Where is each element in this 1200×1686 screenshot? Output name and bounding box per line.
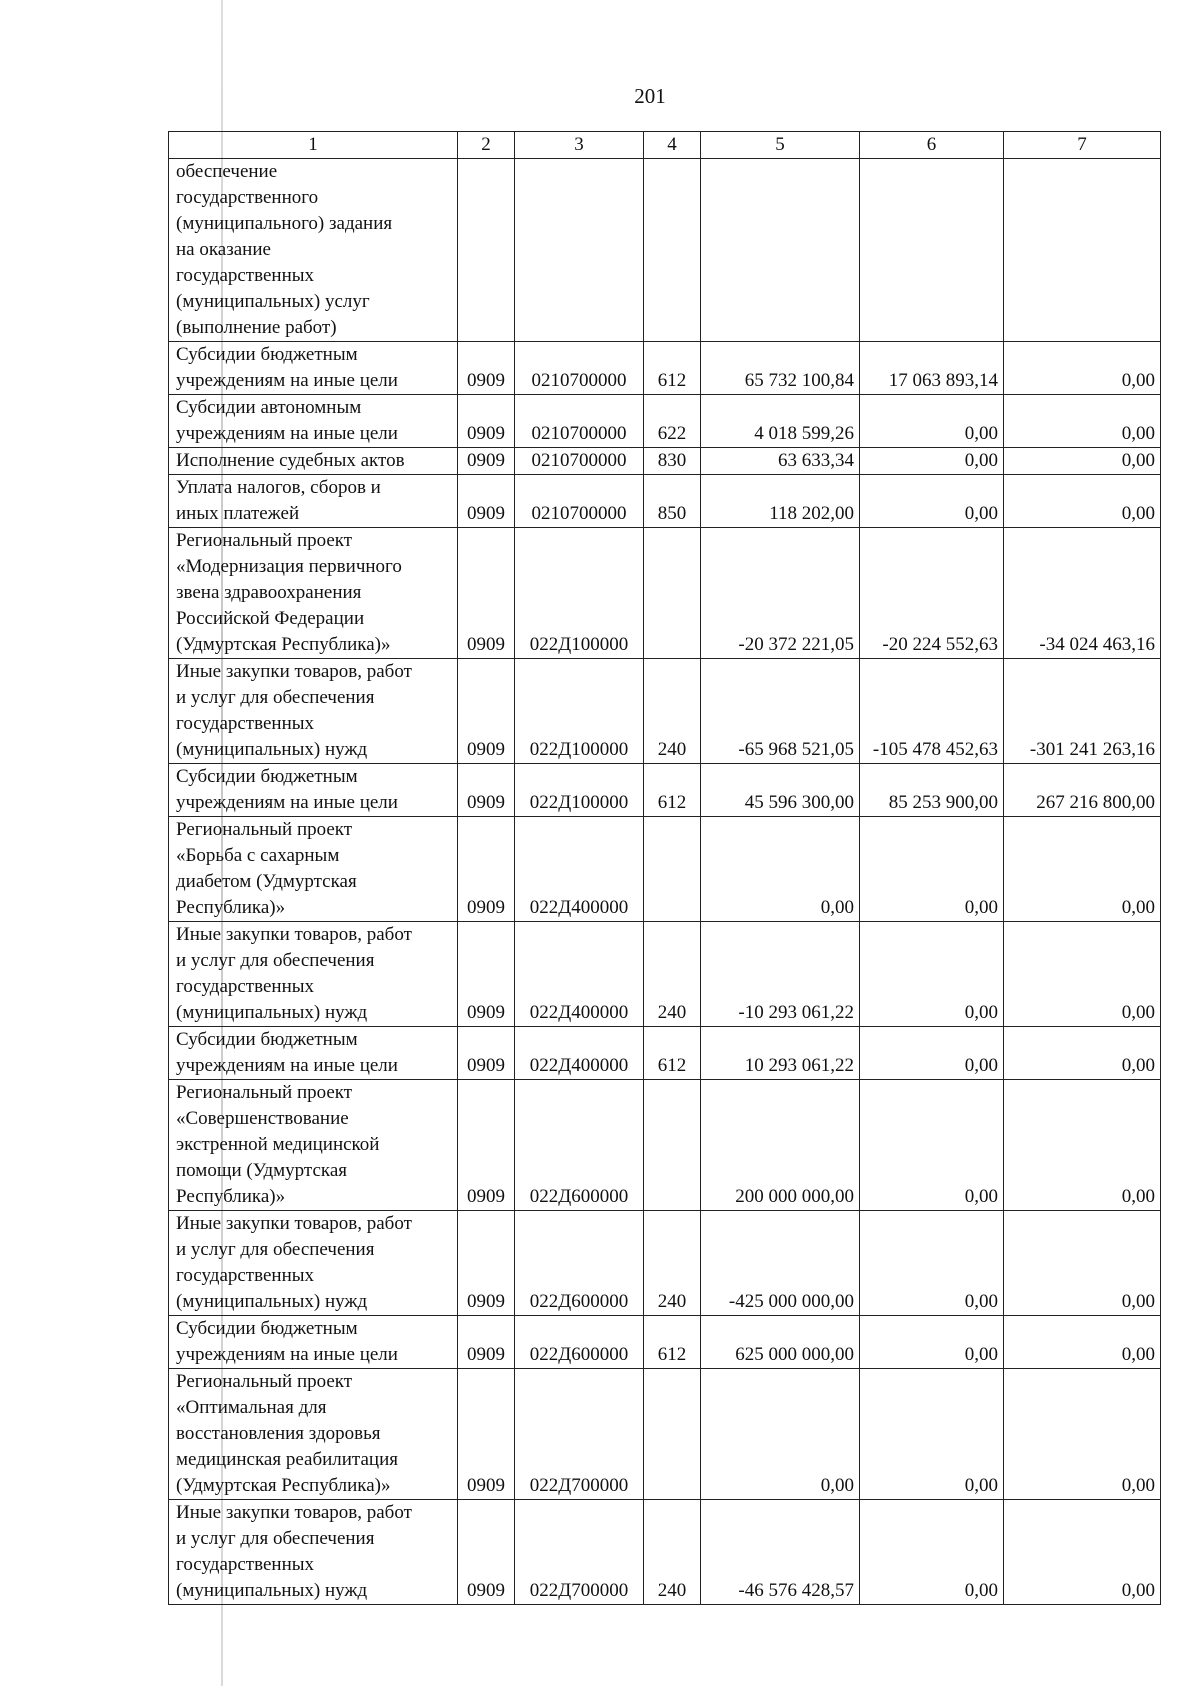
row-name-cell: Субсидии автономным учреждениям на иные цели: [169, 395, 458, 448]
row-name-cell: Региональный проект «Модернизация первичного звена здравоохранения Российской Федерации (Удмуртская Республика)»: [169, 528, 458, 659]
section-code-cell: 0909: [458, 817, 515, 922]
row-name-cell: Субсидии бюджетным учреждениям на иные цели: [169, 764, 458, 817]
amount-col5-cell: 65 732 100,84: [701, 342, 860, 395]
target-article-cell: 022Д700000: [515, 1500, 644, 1605]
target-article-cell: 022Д400000: [515, 922, 644, 1027]
section-code-cell: 0909: [458, 1080, 515, 1211]
amount-col5-cell: 10 293 061,22: [701, 1027, 860, 1080]
target-article-cell: 0210700000: [515, 475, 644, 528]
target-article-cell: 022Д600000: [515, 1080, 644, 1211]
target-article-cell: 022Д400000: [515, 817, 644, 922]
column-header: 5: [701, 132, 860, 159]
amount-col7-cell: 0,00: [1004, 1316, 1161, 1369]
amount-col6-cell: 0,00: [860, 1500, 1004, 1605]
amount-col5-cell: 63 633,34: [701, 448, 860, 475]
target-article-cell: 022Д100000: [515, 528, 644, 659]
table-row: [169, 528, 1161, 659]
column-header: 1: [169, 132, 458, 159]
target-article-cell: 0210700000: [515, 448, 644, 475]
expense-type-cell: 612: [644, 764, 701, 817]
amount-col6-cell: 0,00: [860, 448, 1004, 475]
section-code-cell: 0909: [458, 659, 515, 764]
amount-col6-cell: 0,00: [860, 1080, 1004, 1211]
section-code-cell: 0909: [458, 1027, 515, 1080]
target-article-cell: 0210700000: [515, 395, 644, 448]
target-article-cell: 0210700000: [515, 342, 644, 395]
row-name-cell: Субсидии бюджетным учреждениям на иные цели: [169, 1027, 458, 1080]
amount-col5-cell: 200 000 000,00: [701, 1080, 860, 1211]
section-code-cell: 0909: [458, 922, 515, 1027]
row-name-cell: обеспечение государственного (муниципального) задания на оказание государственных (муниципальных) услуг (выполнение работ): [169, 159, 458, 342]
table-row: [169, 659, 1161, 764]
section-code-cell: 0909: [458, 448, 515, 475]
table-row: [169, 448, 1161, 475]
budget-table: [168, 131, 1161, 1605]
table-row: [169, 475, 1161, 528]
amount-col7-cell: 0,00: [1004, 1211, 1161, 1316]
amount-col7-cell: 0,00: [1004, 475, 1161, 528]
amount-col6-cell: 17 063 893,14: [860, 342, 1004, 395]
page-number: 201: [634, 84, 666, 108]
row-name-cell: Иные закупки товаров, работ и услуг для обеспечения государственных (муниципальных) нужд: [169, 1211, 458, 1316]
section-code-cell: 0909: [458, 764, 515, 817]
column-header: 2: [458, 132, 515, 159]
table-row: [169, 1316, 1161, 1369]
amount-col7-cell: 0,00: [1004, 1080, 1161, 1211]
amount-col7-cell: 0,00: [1004, 342, 1161, 395]
amount-col6-cell: -105 478 452,63: [860, 659, 1004, 764]
amount-col6-cell: 0,00: [860, 1027, 1004, 1080]
amount-col6-cell: 0,00: [860, 475, 1004, 528]
amount-col7-cell: 0,00: [1004, 922, 1161, 1027]
table-row: [169, 922, 1161, 1027]
section-code-cell: 0909: [458, 1211, 515, 1316]
amount-col5-cell: 118 202,00: [701, 475, 860, 528]
amount-col6-cell: 85 253 900,00: [860, 764, 1004, 817]
section-code-cell: [458, 159, 515, 342]
amount-col5-cell: -20 372 221,05: [701, 528, 860, 659]
column-header: 3: [515, 132, 644, 159]
table-row: [169, 817, 1161, 922]
row-name-cell: Региональный проект «Борьба с сахарным диабетом (Удмуртская Республика)»: [169, 817, 458, 922]
section-code-cell: 0909: [458, 342, 515, 395]
amount-col5-cell: -65 968 521,05: [701, 659, 860, 764]
amount-col5-cell: 0,00: [701, 1369, 860, 1500]
amount-col5-cell: 625 000 000,00: [701, 1316, 860, 1369]
amount-col5-cell: 4 018 599,26: [701, 395, 860, 448]
column-header: 4: [644, 132, 701, 159]
table-row: [169, 342, 1161, 395]
amount-col5-cell: 0,00: [701, 817, 860, 922]
amount-col6-cell: 0,00: [860, 1316, 1004, 1369]
column-header: 6: [860, 132, 1004, 159]
expense-type-cell: 622: [644, 395, 701, 448]
expense-type-cell: [644, 528, 701, 659]
amount-col6-cell: 0,00: [860, 922, 1004, 1027]
amount-col7-cell: -34 024 463,16: [1004, 528, 1161, 659]
target-article-cell: 022Д100000: [515, 659, 644, 764]
amount-col7-cell: 0,00: [1004, 1500, 1161, 1605]
amount-col5-cell: -10 293 061,22: [701, 922, 860, 1027]
expense-type-cell: 830: [644, 448, 701, 475]
target-article-cell: [515, 159, 644, 342]
expense-type-cell: [644, 1080, 701, 1211]
section-code-cell: 0909: [458, 528, 515, 659]
table-row: [169, 1211, 1161, 1316]
expense-type-cell: [644, 817, 701, 922]
table-row: [169, 395, 1161, 448]
expense-type-cell: 240: [644, 922, 701, 1027]
expense-type-cell: [644, 159, 701, 342]
row-name-cell: Региональный проект «Совершенствование экстренной медицинской помощи (Удмуртская Республика)»: [169, 1080, 458, 1211]
amount-col7-cell: 0,00: [1004, 448, 1161, 475]
row-name-cell: Исполнение судебных актов: [169, 448, 458, 475]
section-code-cell: 0909: [458, 1369, 515, 1500]
amount-col6-cell: 0,00: [860, 395, 1004, 448]
amount-col7-cell: [1004, 159, 1161, 342]
row-name-cell: Региональный проект «Оптимальная для восстановления здоровья медицинская реабилитация (Удмуртская Республика)»: [169, 1369, 458, 1500]
expense-type-cell: 612: [644, 1027, 701, 1080]
table-row: [169, 1027, 1161, 1080]
expense-type-cell: 240: [644, 659, 701, 764]
amount-col6-cell: 0,00: [860, 817, 1004, 922]
table-header-row: [169, 132, 1161, 159]
target-article-cell: 022Д400000: [515, 1027, 644, 1080]
table-row: [169, 764, 1161, 817]
amount-col7-cell: 267 216 800,00: [1004, 764, 1161, 817]
target-article-cell: 022Д700000: [515, 1369, 644, 1500]
amount-col6-cell: [860, 159, 1004, 342]
table-row: [169, 159, 1161, 342]
amount-col7-cell: 0,00: [1004, 395, 1161, 448]
table-row: [169, 1080, 1161, 1211]
table-row: [169, 1369, 1161, 1500]
row-name-cell: Субсидии бюджетным учреждениям на иные цели: [169, 1316, 458, 1369]
amount-col6-cell: 0,00: [860, 1369, 1004, 1500]
row-name-cell: Иные закупки товаров, работ и услуг для обеспечения государственных (муниципальных) нужд: [169, 1500, 458, 1605]
amount-col5-cell: [701, 159, 860, 342]
expense-type-cell: 850: [644, 475, 701, 528]
amount-col5-cell: 45 596 300,00: [701, 764, 860, 817]
section-code-cell: 0909: [458, 475, 515, 528]
row-name-cell: Субсидии бюджетным учреждениям на иные цели: [169, 342, 458, 395]
row-name-cell: Иные закупки товаров, работ и услуг для обеспечения государственных (муниципальных) нужд: [169, 659, 458, 764]
amount-col7-cell: 0,00: [1004, 1369, 1161, 1500]
row-name-cell: Иные закупки товаров, работ и услуг для обеспечения государственных (муниципальных) нужд: [169, 922, 458, 1027]
section-code-cell: 0909: [458, 395, 515, 448]
amount-col7-cell: -301 241 263,16: [1004, 659, 1161, 764]
expense-type-cell: 240: [644, 1500, 701, 1605]
column-header: 7: [1004, 132, 1161, 159]
section-code-cell: 0909: [458, 1316, 515, 1369]
target-article-cell: 022Д600000: [515, 1211, 644, 1316]
amount-col6-cell: 0,00: [860, 1211, 1004, 1316]
expense-type-cell: 240: [644, 1211, 701, 1316]
table-row: [169, 1500, 1161, 1605]
target-article-cell: 022Д100000: [515, 764, 644, 817]
target-article-cell: 022Д600000: [515, 1316, 644, 1369]
amount-col5-cell: -46 576 428,57: [701, 1500, 860, 1605]
amount-col6-cell: -20 224 552,63: [860, 528, 1004, 659]
expense-type-cell: 612: [644, 1316, 701, 1369]
expense-type-cell: 612: [644, 342, 701, 395]
amount-col7-cell: 0,00: [1004, 817, 1161, 922]
amount-col5-cell: -425 000 000,00: [701, 1211, 860, 1316]
row-name-cell: Уплата налогов, сборов и иных платежей: [169, 475, 458, 528]
expense-type-cell: [644, 1369, 701, 1500]
amount-col7-cell: 0,00: [1004, 1027, 1161, 1080]
section-code-cell: 0909: [458, 1500, 515, 1605]
